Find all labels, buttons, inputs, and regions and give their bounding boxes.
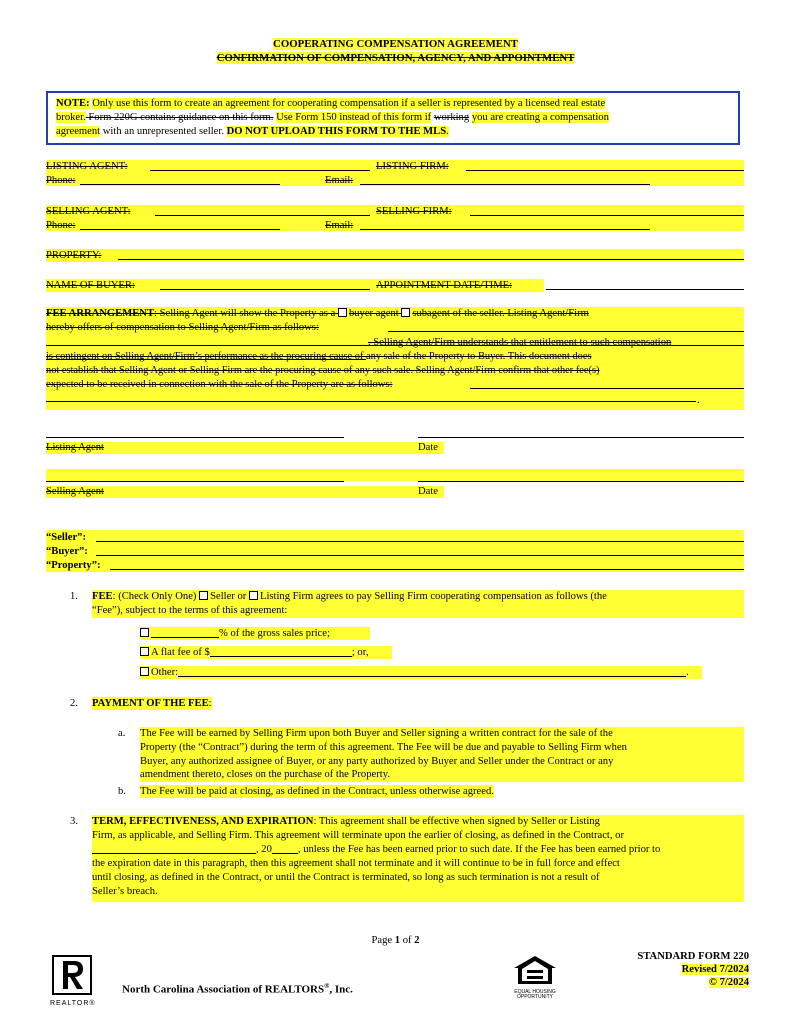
- org-name: North Carolina Association of REALTORS®, Inc.: [122, 982, 353, 996]
- section-2a-line-3: Buyer, any authorized assignee of Buyer, or any party authorized by Buyer and Seller under the Contract or any: [140, 755, 614, 767]
- listing-date-line[interactable]: [418, 437, 744, 438]
- realtor-logo: [52, 955, 92, 995]
- note-box: [46, 91, 740, 145]
- listing-firm-checkbox[interactable]: [249, 591, 258, 600]
- section-3-line-4: the expiration date in this paragraph, then this agreement shall not terminate and it will continue to be in full force and effect: [92, 858, 620, 869]
- form-number: STANDARD FORM 220: [637, 951, 749, 962]
- selling-date-label: Date: [418, 486, 438, 497]
- fee-arrangement-line-2: hereby offers of compensation to Selling Agent/Firm as follows:: [46, 322, 319, 333]
- section-3-number: 3.: [70, 816, 78, 827]
- section-1-line-2: “Fee”), subject to the terms of this agreement:: [92, 605, 288, 616]
- seller-line[interactable]: [96, 541, 744, 542]
- name-of-buyer-line[interactable]: [160, 289, 370, 290]
- selling-agent-sig-label: Selling Agent Date: [46, 486, 438, 497]
- realtor-r-icon: [54, 957, 90, 993]
- form-subtitle: CONFIRMATION OF COMPENSATION, AGENCY, AND APPOINTMENT: [216, 52, 575, 64]
- other-fees-line-2[interactable]: [46, 401, 696, 402]
- parties-highlight: [46, 530, 744, 572]
- section-2a-letter: a.: [118, 728, 126, 739]
- fee-option-percent: % of the gross sales price;: [140, 627, 330, 640]
- section-1-line-1: FEE: (Check Only One) Seller or Listing Firm agrees to pay Selling Firm cooperating compensation as follows (the: [92, 591, 607, 602]
- form-title: COOPERATING COMPENSATION AGREEMENT: [273, 38, 518, 50]
- section-2a-line-4: amendment thereto, closes on the purchase of the Property.: [140, 769, 390, 781]
- section-3-text: TERM, EFFECTIVENESS, AND EXPIRATION: This agreement shall be effective when signed by Seller or Listing Firm, as applicable, and Selling Firm. This agreement will terminate upon the earlier of closing, as defined in the Contract, or , 20 , unless the Fee has been earned prior to such date. If the Fee has been earned prior to the expiration date in this paragraph, then this agreement shall not terminate and it will continue to be in full force and effect until closing, as defined in the Contract, or until the Contract is terminated, so long as such termination is not a result of Seller’s breach.: [92, 815, 744, 899]
- listing-date-label: Date: [418, 442, 438, 453]
- expiration-year-field[interactable]: [272, 843, 298, 854]
- section-3-line-2: Firm, as applicable, and Selling Firm. This agreement will terminate upon the earlier of closing, as defined in the Contract, or: [92, 830, 624, 841]
- fee-arrangement-line-6: not establish that Selling Agent or Selling Firm are the procuring cause of any such sale. Selling Agent/Firm confirm that other fee(s): [46, 365, 600, 376]
- section-2b-text: The Fee will be paid at closing, as defined in the Contract, unless otherwise agreed.: [140, 786, 494, 797]
- listing-agent-label: LISTING AGENT:: [46, 161, 128, 172]
- property-label: “Property”:: [46, 560, 101, 571]
- fee-offer-line-1[interactable]: [388, 331, 744, 332]
- listing-agent-line[interactable]: [150, 170, 370, 171]
- email-label-1: Email:: [325, 175, 354, 186]
- selling-agent-label: SELLING AGENT:: [46, 206, 131, 217]
- phone-label-1: Phone:: [46, 175, 76, 186]
- buyer-label: “Buyer”:: [46, 546, 88, 557]
- period: .: [697, 395, 700, 406]
- phone-line-2[interactable]: [80, 229, 280, 230]
- selling-agent-line[interactable]: [155, 215, 370, 216]
- section-3-line-6: Seller’s breach.: [92, 886, 158, 897]
- selling-firm-line[interactable]: [470, 215, 744, 216]
- listing-firm-line[interactable]: [466, 170, 744, 171]
- name-of-buyer-label: NAME OF BUYER:: [46, 280, 135, 291]
- listing-agent-sig-line[interactable]: [46, 437, 344, 438]
- seller-checkbox[interactable]: [199, 591, 208, 600]
- flat-fee-checkbox[interactable]: [140, 647, 149, 656]
- page-number: Page 1 of 2: [371, 935, 420, 946]
- realtor-logo-text: REALTOR®: [50, 1000, 96, 1007]
- fee-arrangement-line-5: is contingent on Selling Agent/Firm’s performance as the procuring cause of any sale of the Property to Buyer. This document does: [46, 351, 592, 362]
- property-label-struck: PROPERTY:: [46, 250, 102, 261]
- selling-date-line[interactable]: [418, 481, 744, 482]
- other-fees-line-1[interactable]: [470, 388, 744, 389]
- equal-housing-house-icon: [512, 954, 558, 986]
- seller-label: “Seller”:: [46, 532, 87, 543]
- section-1-number: 1.: [70, 591, 78, 602]
- buyer-line[interactable]: [96, 555, 744, 556]
- percent-checkbox[interactable]: [140, 628, 149, 637]
- selling-firm-label: SELLING FIRM:: [376, 206, 452, 217]
- equal-housing-text: EQUAL HOUSING OPPORTUNITY: [514, 989, 556, 1000]
- section-2a-text: [140, 727, 744, 782]
- fee-option-flat: A flat fee of $ ; or,: [140, 646, 368, 659]
- buyer-agent-checkbox[interactable]: [338, 308, 347, 317]
- equal-housing-logo: [512, 954, 558, 1000]
- section-2-heading: PAYMENT OF THE FEE:: [92, 698, 212, 709]
- listing-agent-sig-label: Listing Agent Date: [46, 442, 438, 453]
- appointment-line[interactable]: [546, 289, 744, 290]
- other-field[interactable]: [178, 666, 686, 677]
- section-2a-line-2: Property (the “Contract”) during the term of this agreement. The Fee will be due and payable to Selling Firm when: [140, 741, 627, 753]
- flat-fee-field[interactable]: [210, 646, 352, 657]
- listing-firm-label: LISTING FIRM:: [376, 161, 449, 172]
- section-2-number: 2.: [70, 698, 78, 709]
- fee-arrangement-line-7: expected to be received in connection with the sale of the Property are as follows:: [46, 379, 393, 390]
- form-info: [560, 950, 749, 989]
- email-line-1[interactable]: [360, 184, 650, 185]
- phone-label-2: Phone:: [46, 220, 76, 231]
- section-2b-letter: b.: [118, 786, 126, 797]
- appointment-label: APPOINTMENT DATE/TIME:: [376, 280, 513, 291]
- fee-arrangement-line-1: FEE ARRANGEMENT: Selling Agent will show the Property as a buyer agent subagent of the seller. Listing Agent/Firm: [46, 308, 589, 319]
- expiration-date-field[interactable]: [92, 843, 256, 854]
- copyright: © 7/2024: [709, 977, 749, 988]
- email-label-2: Email:: [325, 220, 354, 231]
- subagent-checkbox[interactable]: [401, 308, 410, 317]
- email-line-2[interactable]: [360, 229, 650, 230]
- percent-field[interactable]: [151, 627, 219, 638]
- selling-agent-sig-line[interactable]: [46, 481, 344, 482]
- revised-date: Revised 7/2024: [681, 964, 749, 975]
- property-highlight: [46, 249, 744, 262]
- sig2-top-highlight: [46, 469, 744, 481]
- fee-arrangement-line-4: . Selling Agent/Firm understands that entitlement to such compensation: [368, 337, 672, 348]
- property-line-struck[interactable]: [118, 259, 744, 260]
- fee-option-other: Other: .: [140, 666, 689, 679]
- section-3-line-5: until closing, as defined in the Contract, or until the Contract is terminated, so long as such termination is not a result of: [92, 872, 600, 883]
- section-2a-line-1: The Fee will be earned by Selling Firm upon both Buyer and Seller signing a written contract for the sale of the: [140, 728, 613, 739]
- phone-line-1[interactable]: [80, 184, 280, 185]
- note-text: NOTE: Only use this form to create an agreement for cooperating compensation if a seller is represented by a licensed real estate broker. Form 220G contains guidance on this form. Use Form 150 instead of this form if working you are creating a compensation agreement with an unrepresented seller. DO NOT UPLOAD THIS FORM TO THE MLS.: [56, 98, 609, 137]
- property-line[interactable]: [110, 569, 744, 570]
- other-checkbox[interactable]: [140, 667, 149, 676]
